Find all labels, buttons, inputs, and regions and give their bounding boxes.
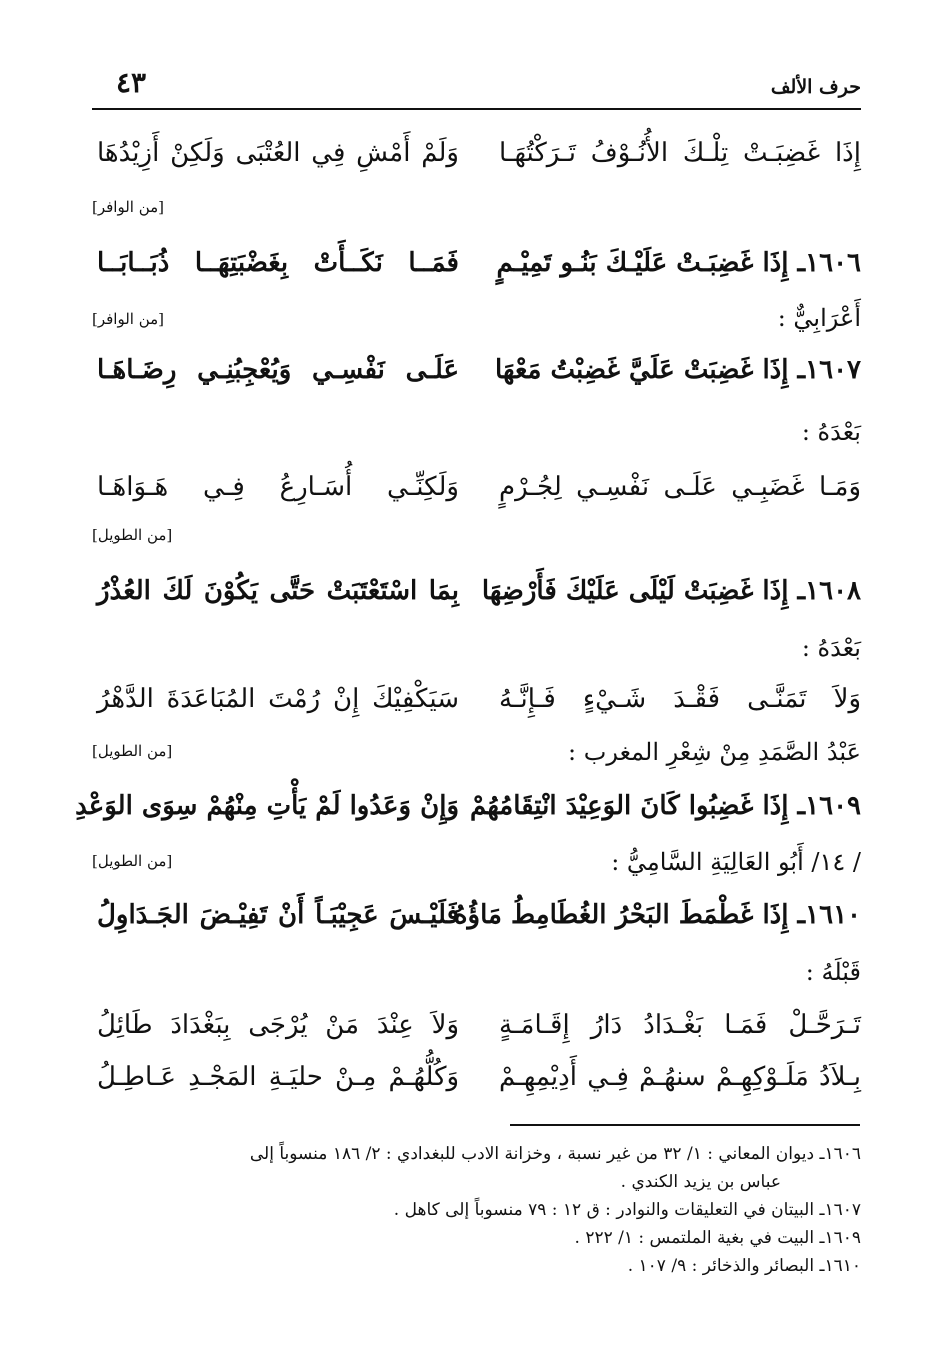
- footnote-continuation: عباس بن يزيد الكندي .: [620, 1172, 781, 1192]
- footnote-item: [81, 1196, 861, 1224]
- page-number: ٤٣: [116, 66, 147, 99]
- verse-first-hemistich: ١٦٠٦ـ إِذَا غَضِبَـتْ عَلَيْـكَ بَنُـو تَمِيْـمٍ: [496, 248, 861, 278]
- chapter-title: حرف الألف: [770, 76, 861, 98]
- verse-second-hemistich: وَلاَ عِنْدَ مَنْ يُرْجَى بِبَغْدَادَ طَائِلُ: [97, 1010, 459, 1040]
- footnote-item: [81, 1252, 861, 1280]
- meter-label: [من الطويل]: [92, 742, 173, 760]
- footnote-text: ١٦٠٩ـ البيت في بغية الملتمس : ١/ ٢٢٢ .: [574, 1228, 861, 1248]
- verse-first-hemistich: ١٦١٠ـ إِذَا غَطْمَطَ البَحْرُ الغُطَامِطُ مَاؤُهُ: [453, 900, 861, 930]
- speaker-label: / ١٤/ أَبُو العَالِيَةِ السَّامِيُّ :: [611, 848, 861, 876]
- speaker-label: بَعْدَهُ :: [801, 634, 861, 662]
- footnote-text: ١٦٠٧ـ البيتان في التعليقات والنوادر : ق ١٢ : ٧٩ منسوباً إلى كاهل .: [393, 1200, 861, 1220]
- footnote-text: ١٦١٠ـ البصائر والذخائر : ٩/ ١٠٧ .: [627, 1256, 861, 1276]
- verse-second-hemistich: وَلَكِنِّـي أُسَـارِعُ فِـي هَـوَاهَـا: [97, 472, 459, 502]
- header-rule: [92, 108, 861, 110]
- verse-second-hemistich: فَمَــا نَكَــأَتْ بِغَضْبَتِهَــا ذُبَــابَــا: [97, 248, 459, 278]
- verse-second-hemistich: عَلَـى نَفْسِـي وَيُعْجِبُنِـي رِضَـاهَـا: [97, 355, 459, 385]
- verse-second-hemistich: وَكُلُّهُـمْ مِـنْ حليَـةِ المَجْـدِ عَـاطِـلُ: [97, 1062, 459, 1092]
- meter-label: [من الطويل]: [92, 526, 173, 544]
- footnote-item: [81, 1224, 861, 1252]
- footnote-text: ١٦٠٦ـ ديوان المعاني : ١/ ٣٢ من غير نسبة ، وخزانة الادب للبغدادي : ٢/ ١٨٦ منسوباً إلى: [249, 1144, 861, 1164]
- verse-first-hemistich: إِذَا غَضِبَـتْ تِلْـكَ الأُنُـوْفُ تَـرَكْتُهَـا: [499, 138, 861, 168]
- verse-first-hemistich: وَلاَ تَمَنَّـى فَقْـدَ شَـيْءٍ فَـإِنَّـهُ: [499, 684, 861, 714]
- meter-label: [من الطويل]: [92, 852, 173, 870]
- verse-second-hemistich: وَإِنْ وَعَدُوا لَمْ يَأْتِ مِنْهُمْ سِوَى الوَعْدِ: [75, 791, 459, 821]
- verse-first-hemistich: وَمَـا غَضَبِـي عَلَـى نَفْسِـي لِجُـرْمٍ: [499, 472, 861, 502]
- footnote-item: [81, 1140, 861, 1196]
- speaker-label: بَعْدَهُ :: [801, 418, 861, 446]
- speaker-label: أَعْرَابِيٌّ :: [777, 304, 861, 332]
- verse-second-hemistich: سَيَكْفِيْكَ إِنْ رُمْتَ المُبَاعَدَةَ الدَّهْرُ: [97, 684, 459, 714]
- verse-first-hemistich: ١٦٠٨ـ إِذَا غَضِبَتْ لَيْلَى عَلَيْكَ فَأَرْضِهَا: [481, 576, 861, 606]
- meter-label: [من الوافر]: [92, 198, 165, 216]
- verse-first-hemistich: بِـلاَدُ مَلَـوْكِهِـمْ سنهُـمْ فِـي أَدِيْمِهِـمْ: [499, 1062, 861, 1092]
- verse-first-hemistich: تَـرَحَّـلْ فَمَـا بَغْـدَادُ دَارُ إِقَـامَـةٍ: [499, 1010, 861, 1040]
- footnote-rule: [510, 1124, 860, 1126]
- speaker-label: قَبْلَهُ :: [805, 958, 861, 986]
- page-header: [92, 58, 861, 108]
- verse-second-hemistich: وَلَمْ أَمْشِ فِي العُتْبَى وَلَكِنْ أَزِيْدُهَا: [97, 138, 459, 168]
- verse-second-hemistich: بِمَا اسْتَعْتَبَتْ حَتَّى يَكُوْنَ لَكَ العُذْرُ: [97, 576, 459, 606]
- footnotes: [81, 1140, 861, 1280]
- meter-label: [من الوافر]: [92, 310, 165, 328]
- verse-second-hemistich: فَلَيْـسَ عَجِيْبَـاً أَنْ تَفِيْـضَ الجَـدَاوِلُ: [97, 900, 459, 930]
- verse-first-hemistich: ١٦٠٩ـ إِذَا غَضِبُوا كَانَ الوَعِيْدَ انْتِقَامُهُمْ: [470, 791, 861, 821]
- verse-first-hemistich: ١٦٠٧ـ إِذَا غَضِبَتْ عَلَيَّ غَضِبْتُ مَعْهَا: [495, 355, 861, 385]
- speaker-label: عَبْدُ الصَّمَدِ مِنْ شِعْرِ المغرب :: [568, 738, 861, 766]
